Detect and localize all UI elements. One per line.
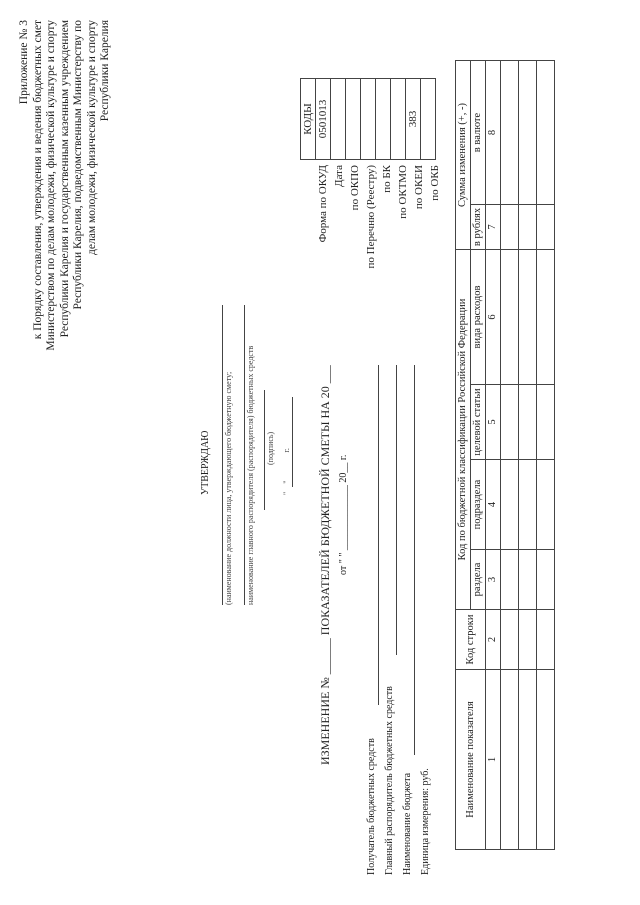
table-cell[interactable] (519, 61, 537, 205)
table-cell[interactable] (501, 460, 519, 550)
table-cell[interactable] (519, 550, 537, 610)
table-cell[interactable] (501, 385, 519, 460)
code-value (331, 79, 346, 160)
code-label: по ОКЕИ (413, 165, 425, 210)
document-date: от " " _____________ 20__ г. (338, 454, 349, 575)
col-cel-header: целевой статьи (471, 385, 486, 460)
code-value (346, 79, 361, 160)
table-row (519, 61, 537, 850)
table-cell[interactable] (537, 550, 555, 610)
table-cell[interactable] (537, 61, 555, 205)
table-cell[interactable] (519, 385, 537, 460)
group-kbk-header: Код по бюджетной классификации Российской Федерации (456, 250, 471, 610)
table-cell[interactable] (519, 205, 537, 250)
code-label: по ОКБ (429, 165, 441, 201)
code-value (376, 79, 391, 160)
appendix-line: делам молодежи, физической культуре и спорту (85, 20, 98, 255)
table-cell[interactable] (519, 250, 537, 385)
code-label: Форма по ОКУД (317, 165, 329, 243)
col-val-header: в валюте (471, 61, 486, 205)
field-unit: Единица измерения: руб. (420, 768, 431, 875)
appendix-line: Республики Карелия и государственным казенным учреждением (58, 20, 71, 338)
code-value: 0501013 (316, 79, 331, 160)
code-value: 383 (406, 79, 421, 160)
code-label: Дата (333, 165, 345, 187)
appendix-header (18, 20, 113, 351)
table-number: 6 (486, 250, 501, 385)
col-name-header: Наименование показателя (456, 670, 486, 850)
codes-table (300, 78, 436, 160)
table-cell[interactable] (501, 61, 519, 205)
codes-labels (315, 165, 443, 360)
table-row (501, 61, 519, 850)
table-number: 4 (486, 460, 501, 550)
code-value (361, 79, 376, 160)
table-cell[interactable] (537, 250, 555, 385)
codes-header: КОДЫ (301, 79, 316, 160)
field-main-manager-line (396, 365, 397, 655)
table-cell[interactable] (501, 670, 519, 850)
code-label: по ОКТМО (397, 165, 409, 219)
field-recipient-line (378, 365, 379, 705)
group-sum-header: Сумма изменения (+, -) (456, 61, 471, 250)
approve-position-line (222, 305, 223, 605)
code-label: по Перечню (Реестру) (365, 165, 377, 269)
table-cell[interactable] (501, 205, 519, 250)
table-cell[interactable] (501, 250, 519, 385)
table-number: 8 (486, 61, 501, 205)
field-budget-name-line (414, 365, 415, 755)
table-cell[interactable] (501, 610, 519, 670)
field-main-manager: Главный распорядитель бюджетных средств (384, 686, 395, 875)
document-title: ИЗМЕНЕНИЕ № ______ ПОКАЗАТЕЛЕЙ БЮДЖЕТНОЙ СМЕТЫ НА 20 ___ (318, 365, 332, 765)
table-cell[interactable] (501, 550, 519, 610)
appendix-line: Министерством по делам молодежи, физической культуре и спорту (45, 20, 57, 351)
table-number: 3 (486, 550, 501, 610)
approve-date-line: " " г. (282, 448, 291, 495)
table-number: 7 (486, 205, 501, 250)
col-razdel-header: раздела (471, 550, 486, 610)
approve-org-caption: наименование главного распорядителя (распорядителя) бюджетных средств (246, 345, 255, 605)
approve-signature-caption: (подпись) (266, 431, 275, 465)
table-cell[interactable] (537, 610, 555, 670)
table-cell[interactable] (537, 205, 555, 250)
col-podrazdel-header: подраздела (471, 460, 486, 550)
appendix-line: Республики Карелия, подведомственным Министерству по (72, 20, 84, 310)
approve-signature-line (264, 390, 265, 510)
approve-position-caption: (наименование должности лица, утверждающего бюджетную смету; (224, 371, 233, 605)
code-label: по БК (381, 165, 393, 193)
main-table (455, 60, 555, 850)
appendix-line: Республики Карелия (99, 20, 111, 122)
table-cell[interactable] (519, 670, 537, 850)
table-number: 2 (486, 610, 501, 670)
table-row (537, 61, 555, 850)
col-code-header: Код строки (456, 610, 486, 670)
code-label: по ОКПО (349, 165, 361, 211)
table-cell[interactable] (537, 385, 555, 460)
table-number: 1 (486, 670, 501, 850)
table-number: 5 (486, 385, 501, 460)
code-value (391, 79, 406, 160)
code-value (421, 79, 436, 160)
appendix-line: к Порядку составления, утверждения и ведения бюджетных смет (31, 20, 44, 340)
approve-date-underline (292, 397, 293, 487)
appendix-line: Приложение № 3 (18, 20, 30, 105)
table-cell[interactable] (519, 610, 537, 670)
table-cell[interactable] (537, 460, 555, 550)
field-budget-name: Наименование бюджета (402, 772, 413, 875)
col-rub-header: в рублях (471, 205, 486, 250)
field-recipient: Получатель бюджетных средств (366, 738, 377, 875)
col-vid-header: вида расходов (471, 250, 486, 385)
approve-org-line (244, 305, 245, 605)
table-cell[interactable] (519, 460, 537, 550)
approve-title: УТВЕРЖДАЮ (200, 430, 211, 495)
table-numbers-row (486, 61, 501, 850)
table-cell[interactable] (537, 670, 555, 850)
